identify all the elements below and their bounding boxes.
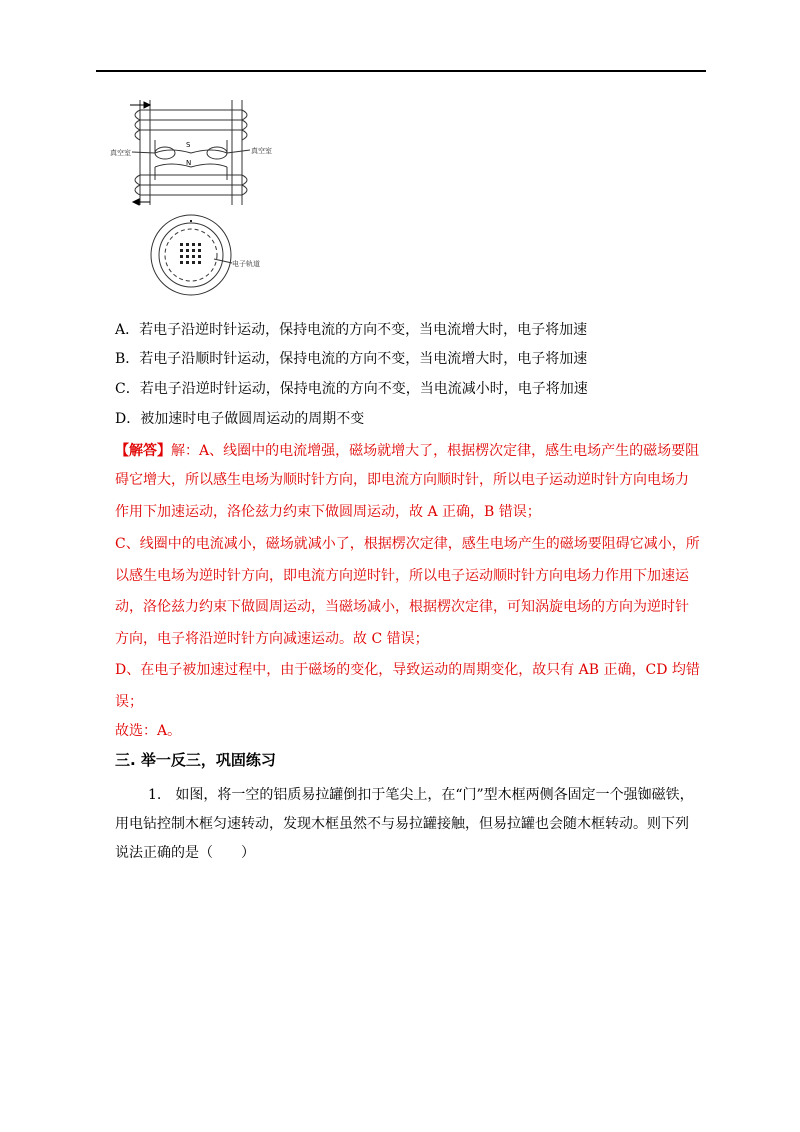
answer-line-9: 误；	[115, 694, 143, 710]
betatron-figure	[110, 95, 300, 300]
answer-line-5: 以感生电场为逆时针方向，即电流方向逆时针，所以电子运动顺时针方向电场力作用下加速运	[115, 568, 689, 584]
answer-line-2: 碍它增大，所以感生电场为顺时针方向，即电流方向顺时针，所以电子运动逆时针方向电场力	[115, 472, 689, 488]
vacuum-chamber-left-label: 真空室	[110, 149, 131, 157]
answer-line-4: C、线圈中的电流减小，磁场就减小了，根据楞次定律，感生电场产生的磁场要阻碍它减小，所	[115, 536, 700, 552]
answer-line-6: 动，洛伦兹力约束下做圆周运动，当磁场减小，根据楞次定律，可知涡旋电场的方向为逆时针	[115, 599, 689, 615]
question-line-1: 1. 如图，将一空的铝质易拉罐倒扣于笔尖上，在“门”型木框两侧各固定一个强铷磁铁，	[148, 787, 694, 803]
electron-orbit-label: 电子轨道	[232, 260, 260, 268]
option-d: D．被加速时电子做圆周运动的周期不变	[115, 411, 365, 427]
answer-line-7: 方向，电子将沿逆时针方向减速运动。故 C 错误；	[115, 631, 429, 647]
answer-line-1: 【解答】解：A、线圈中的电流增强，磁场就增大了，根据楞次定律，感生电场产生的磁场要阻	[115, 443, 700, 459]
vacuum-chamber-right-label: 真空室	[251, 147, 272, 155]
answer-line-3: 作用下加速运动，洛伦兹力约束下做圆周运动，故 A 正确，B 错误；	[115, 504, 541, 520]
question-line-2: 用电钻控制木框匀速转动，发现木框虽然不与易拉罐接触，但易拉罐也会随木框转动。则下列	[115, 816, 689, 832]
north-pole-label: N	[186, 159, 192, 167]
answer-line-8: D、在电子被加速过程中，由于磁场的变化，导致运动的周期变化，故只有 AB 正确，CD 均错	[115, 662, 700, 678]
betatron-diagram	[110, 95, 300, 300]
answer-conclusion: 故选：A。	[115, 723, 182, 739]
option-c: C．若电子沿逆时针运动，保持电流的方向不变，当电流减小时，电子将加速	[115, 381, 588, 397]
answer-tag: 【解答】	[115, 443, 171, 459]
header-rule	[96, 70, 706, 72]
question-line-3: 说法正确的是（ ）	[115, 845, 255, 861]
option-b: B．若电子沿顺时针运动，保持电流的方向不变，当电流增大时，电子将加速	[115, 351, 588, 367]
option-a: A．若电子沿逆时针运动，保持电流的方向不变，当电流增大时，电子将加速	[115, 322, 588, 338]
south-pole-label: S	[186, 141, 191, 149]
section-title: 三. 举一反三，巩固练习	[115, 751, 276, 769]
